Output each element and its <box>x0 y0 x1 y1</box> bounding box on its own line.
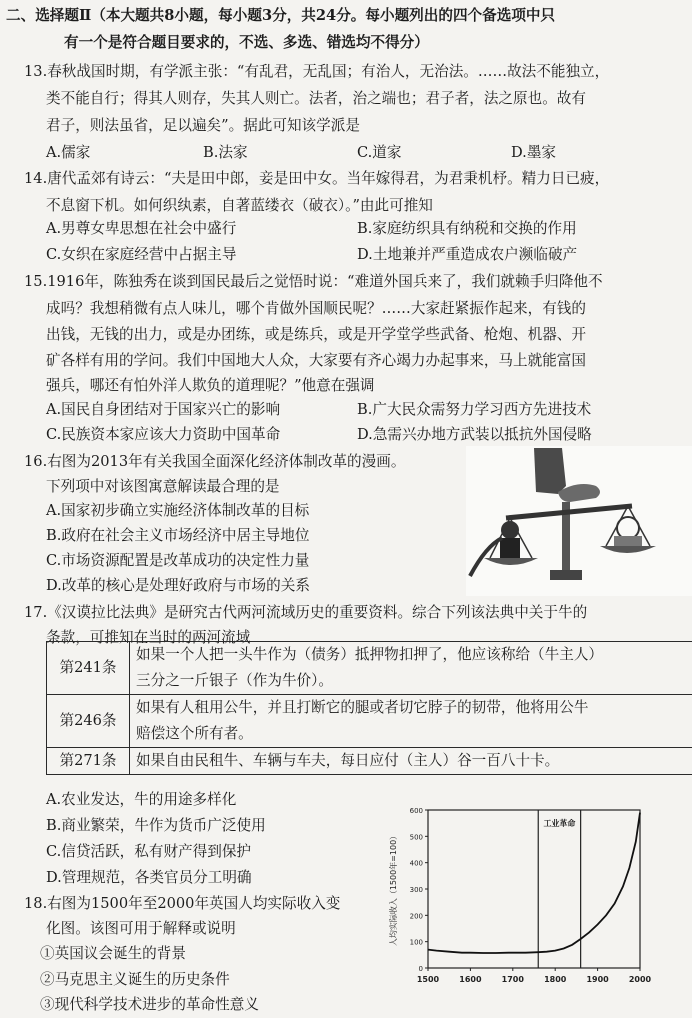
question-text: 17.《汉谟拉比法典》是研究古代两河流域历史的重要资料。综合下列该法典中关于牛的 <box>24 599 587 626</box>
section-header: 二、选择题Ⅱ（本大题共8小题，每小题3分，共24分。每小题列出的四个备选项中只 <box>6 2 555 29</box>
table-row <box>47 695 692 748</box>
option-a: A.儒家 <box>46 139 90 166</box>
option-d: D.急需兴办地方武装以抵抗外国侵略 <box>357 421 592 448</box>
annotation-label: 工业革命 <box>543 818 575 828</box>
article-text <box>130 695 692 748</box>
option-b: B.家庭纺织具有纳税和交换的作用 <box>357 215 577 242</box>
question-text: 不息窗下机。如何织纨素，自著蓝缕衣（破衣）。”由此可推知 <box>46 192 433 219</box>
article-text-line: 如果一个人把一头牛作为（债务）抵押物扣押了，他应该称给（牛主人） <box>136 642 689 668</box>
question-text: 14.唐代孟郊有诗云：“夫是田中郎，妾是田中女。当年嫁得君，为君秉机杼。精力日已疲， <box>24 165 609 192</box>
question-text: 成吗？我想稍微有点人味儿，哪个肯做外国顺民呢？……大家赶紧振作起来，有钱的 <box>46 295 586 322</box>
option-a: A.男尊女卑思想在社会中盛行 <box>46 215 236 242</box>
plot-frame <box>428 810 640 968</box>
balance-scale-illustration <box>466 446 692 596</box>
question-text: 18.右图为1500年至2000年英国人均实际收入变 <box>24 890 340 917</box>
question-text: 13.春秋战国时期，有学派主张：“有乱君，无乱国；有治人，无治法。……故法不能独立， <box>24 58 609 85</box>
y-tick-label: 200 <box>410 912 423 920</box>
article-number: 第241条 <box>47 642 130 695</box>
x-tick-label: 1500 <box>417 975 440 984</box>
option-c: C.民族资本家应该大力资助中国革命 <box>46 421 280 448</box>
section-header-cont: 有一个是符合题目要求的，不选、多选、错选均不得分） <box>64 29 429 56</box>
cartoon-image <box>466 446 692 596</box>
y-axis-label: 人均实际收入（1500年=100） <box>388 832 398 946</box>
article-number: 第246条 <box>47 695 130 748</box>
y-tick-label: 300 <box>410 886 423 894</box>
option-b: B.广大民众需努力学习西方先进技术 <box>357 396 591 423</box>
option-a: A.国家初步确立实施经济体制改革的目标 <box>46 497 309 524</box>
income-chart-svg <box>378 800 678 1000</box>
article-text-line: 三分之一斤银子（作为牛价）。 <box>136 668 689 694</box>
statement-3: ③现代科学技术进步的革命性意义 <box>40 991 259 1018</box>
x-tick-label: 1600 <box>459 975 482 984</box>
option-d: D.管理规范，各类官员分工明确 <box>46 864 252 891</box>
option-c: C.信贷活跃，私有财产得到保护 <box>46 838 251 865</box>
option-b: B.法家 <box>203 139 248 166</box>
question-text: 出钱，无钱的出力，或是办团练，或是练兵，或是开学堂学些武备、枪炮、机器、开 <box>46 321 586 348</box>
question-text: 下列项中对该图寓意解读最合理的是 <box>46 473 280 500</box>
article-text <box>130 748 692 775</box>
article-number: 第271条 <box>47 748 130 775</box>
question-text: 15.1916年，陈独秀在谈到国民最后之觉悟时说：“难道外国兵来了，我们就赖手归降他不 <box>24 268 603 295</box>
option-d: D.改革的核心是处理好政府与市场的关系 <box>46 572 310 599</box>
table-row <box>47 748 692 775</box>
article-text-line: 如果自由民租牛、车辆与车夫，每日应付（主人）谷一百八十卡。 <box>136 748 689 774</box>
income-chart <box>378 800 678 1000</box>
y-tick-label: 500 <box>410 833 423 841</box>
y-tick-label: 400 <box>410 860 423 868</box>
question-text: 君子，则法虽省，足以遍矣”。据此可知该学派是 <box>46 112 360 139</box>
question-text: 条款，可推知在当时的两河流域 <box>46 624 250 651</box>
article-text-line: 赔偿这个所有者。 <box>136 721 689 747</box>
x-tick-label: 2000 <box>629 975 652 984</box>
option-c: C.道家 <box>357 139 401 166</box>
question-text: 矿各样有用的学问。我们中国地大人众，大家要有齐心竭力办起事来，马上就能富国 <box>46 347 586 374</box>
income-series-line <box>428 813 640 953</box>
article-text-line: 如果有人租用公牛，并且打断它的腿或者切它脖子的韧带，他将用公牛 <box>136 695 689 721</box>
statement-2: ②马克思主义诞生的历史条件 <box>40 966 230 993</box>
article-text <box>130 642 692 695</box>
y-tick-label: 100 <box>410 939 423 947</box>
y-tick-label: 600 <box>410 807 423 815</box>
question-text: 16.右图为2013年有关我国全面深化经济体制改革的漫画。 <box>24 448 405 475</box>
question-text: 化图。该图可用于解释或说明 <box>46 915 236 942</box>
option-d: D.墨家 <box>511 139 556 166</box>
statement-1: ①英国议会诞生的背景 <box>40 940 186 967</box>
question-text: 类不能自行；得其人则存，失其人则亡。法者，治之端也；君子者，法之原也。故有 <box>46 85 586 112</box>
table-row <box>47 642 692 695</box>
law-articles-table <box>46 641 692 775</box>
question-text: 强兵，哪还有怕外洋人欺负的道理呢？”他意在强调 <box>46 372 375 399</box>
option-c: C.市场资源配置是改革成功的决定性力量 <box>46 547 309 574</box>
option-b: B.商业繁荣，牛作为货币广泛使用 <box>46 812 266 839</box>
option-b: B.政府在社会主义市场经济中居主导地位 <box>46 522 309 549</box>
option-d: D.土地兼并严重造成农户濒临破产 <box>357 241 577 268</box>
option-a: A.国民自身团结对于国家兴亡的影响 <box>46 396 280 423</box>
y-tick-label: 0 <box>419 965 423 973</box>
x-tick-label: 1900 <box>586 975 609 984</box>
x-tick-label: 1800 <box>544 975 567 984</box>
option-c: C.女织在家庭经营中占据主导 <box>46 241 236 268</box>
option-a: A.农业发达，牛的用途多样化 <box>46 786 236 813</box>
x-tick-label: 1700 <box>502 975 525 984</box>
